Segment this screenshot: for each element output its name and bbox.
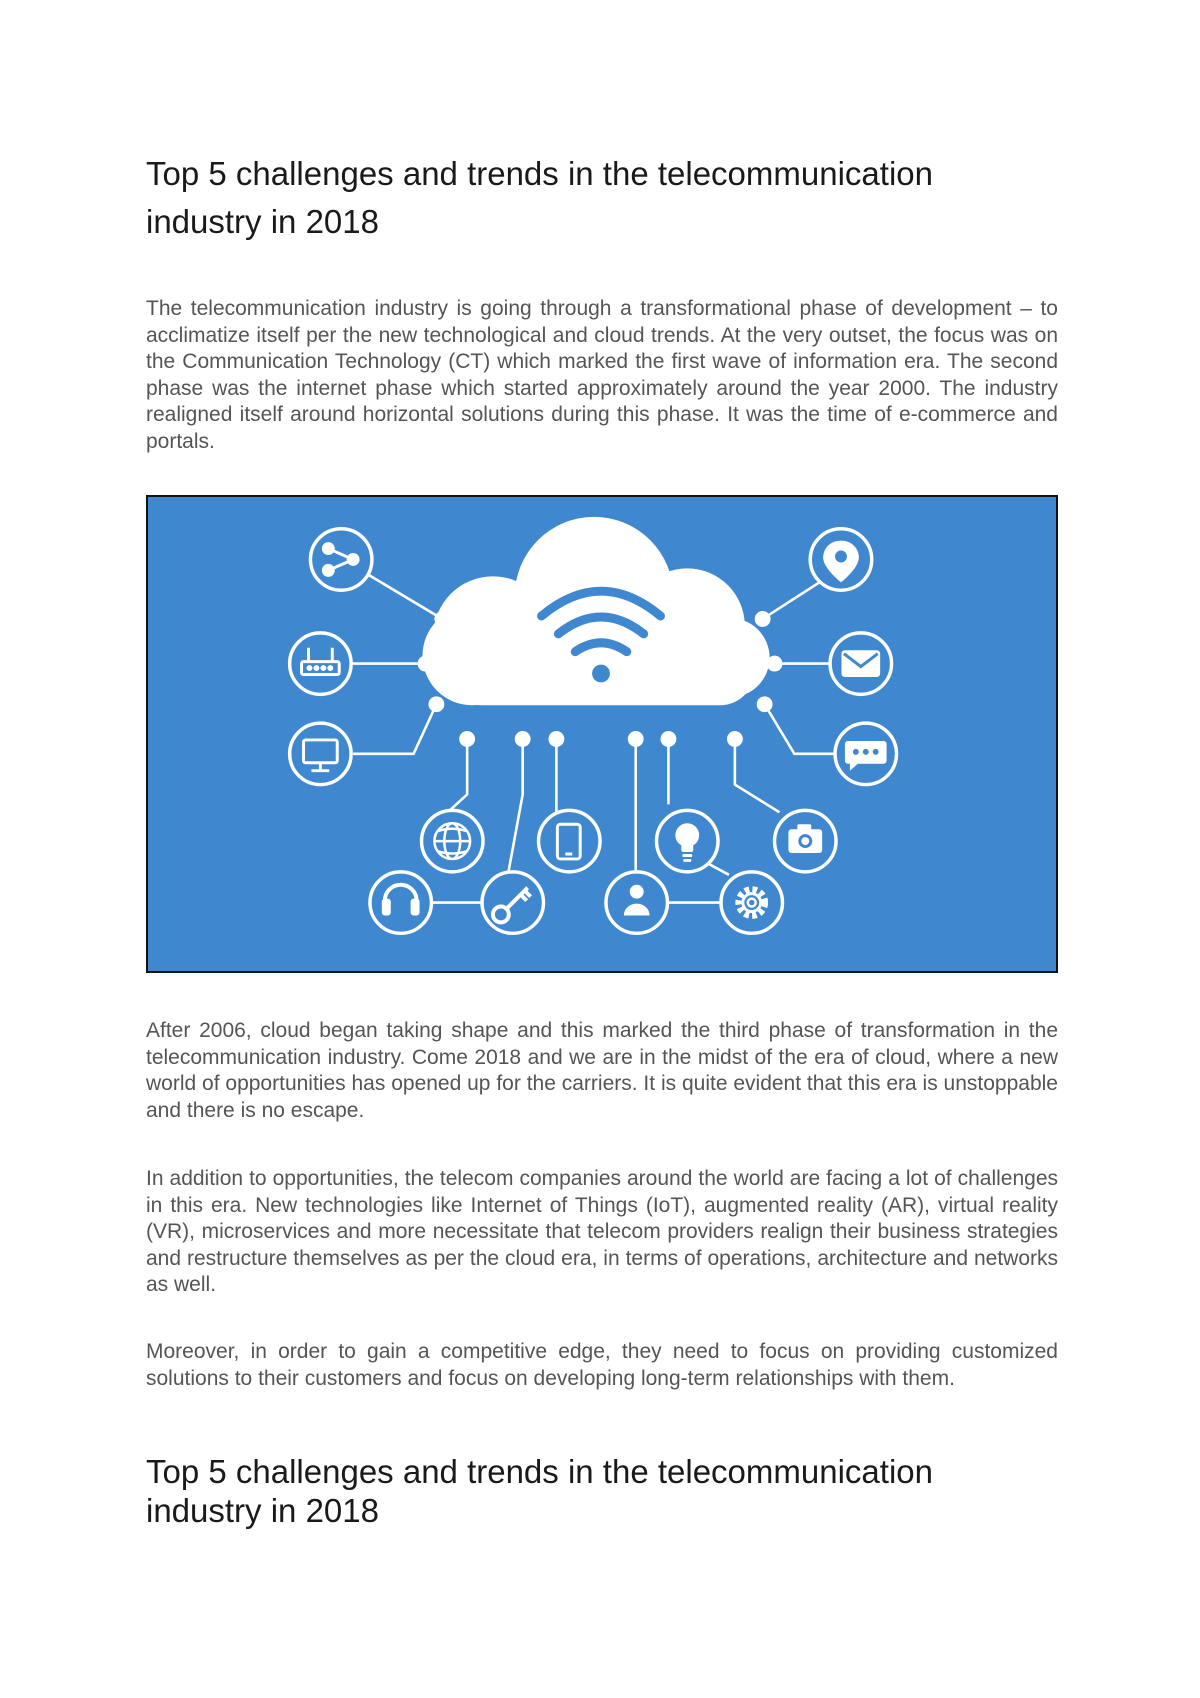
challenges-paragraph: In addition to opportunities, the telecom companies around the world are facing a lot of challenges in this era. New technologies like Internet of Things (IoT), augmented reality (AR), virtual reality (VR), microservices and more necessitate that telecom providers realign their business strategies and restructure themselves as per the cloud era, in terms of operations, architecture and networks as well. <box>146 1167 1058 1296</box>
connector-line <box>353 704 436 754</box>
competitive-edge-paragraph: Moreover, in order to gain a competitive edge, they need to focus on providing customized solutions to their customers and focus on developing long-term relationships with them. <box>146 1340 1058 1390</box>
section-heading: Top 5 challenges and trends in the telecommunication industry in 2018 <box>146 1453 933 1529</box>
cloud-era-paragraph: After 2006, cloud began taking shape and this marked the third phase of transformation in the telecommunication industry. Come 2018 and we are in the midst of the era of cloud, where a new world of opportunities has opened up for the carriers. It is quite evident that this era is unstoppable and there is no escape. <box>146 1019 1058 1122</box>
mail-icon <box>843 652 879 676</box>
connector-line <box>361 570 442 619</box>
connector-line <box>735 739 780 812</box>
cloud-network-svg <box>148 497 1056 971</box>
intro-paragraph: The telecommunication industry is going through a transformational phase of development – to acclimatize itself per the new technological and cloud trends. At the very outset, the focus was on the Communication Technology (CT) which marked the first wave of information era. The second phase was the internet phase which started approximately around the year 2000. The industry realigned itself around horizontal solutions during this phase. It was the time of e-commerce and portals. <box>146 297 1058 453</box>
connector-line <box>444 739 467 815</box>
cloud-network-illustration <box>146 495 1058 973</box>
globe-icon <box>434 823 470 859</box>
page-title: Top 5 challenges and trends in the telecommunication industry in 2018 <box>146 155 933 240</box>
